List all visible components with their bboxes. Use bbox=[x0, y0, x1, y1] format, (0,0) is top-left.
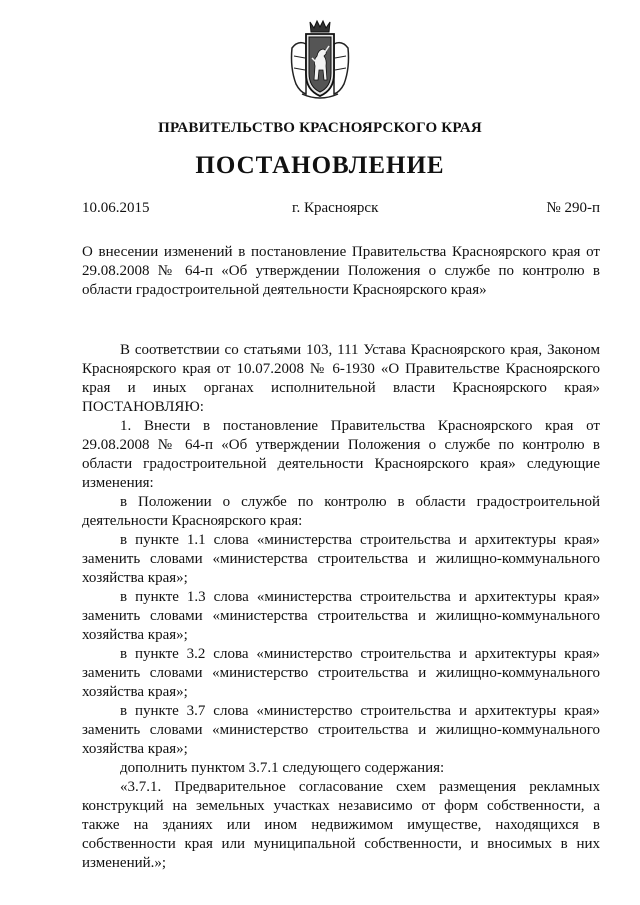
document-number: № 290-п bbox=[546, 200, 600, 216]
paragraph: в пункте 3.7 слова «министерство строительства и архитектуры края» заменить словами «министерство строительства и жилищно-коммунального хозяйства края»; bbox=[82, 703, 600, 757]
document-city: г. Красноярск bbox=[292, 200, 379, 216]
paragraph: В соответствии со статьями 103, 111 Устава Красноярского края, Законом Красноярского края от 10.07.2008 № 6-1930 «О Правительстве Красноярского края и иных органах исполнительной власти Красноярского края» ПОСТАНОВЛЯЮ: bbox=[82, 342, 600, 415]
paragraph: в пункте 1.3 слова «министерства строительства и архитектуры края» заменить словами «министерства строительства и жилищно-коммунального хозяйства края»; bbox=[82, 589, 600, 643]
paragraph: в пункте 1.1 слова «министерства строительства и архитектуры края» заменить словами «министерства строительства и жилищно-коммунального хозяйства края»; bbox=[82, 532, 600, 586]
document-subject: О внесении изменений в постановление Правительства Красноярского края от 29.08.2008 № 64-п «Об утверждении Положения о службе по контролю в области градостроительной деятельности Красноярского края» bbox=[82, 244, 600, 298]
paragraph: в Положении о службе по контролю в области градостроительной деятельности Красноярского края: bbox=[82, 494, 600, 529]
coat-of-arms-icon bbox=[288, 18, 352, 102]
document-type: ПОСТАНОВЛЕНИЕ bbox=[195, 152, 445, 179]
paragraph: 1. Внести в постановление Правительства Красноярского края от 29.08.2008 № 64-п «Об утверждении Положения о службе по контролю в области градостроительной деятельности Красноярского края» следующие изменения: bbox=[82, 418, 600, 491]
document-body bbox=[82, 341, 600, 873]
paragraph: дополнить пунктом 3.7.1 следующего содержания: bbox=[120, 760, 445, 776]
document-date: 10.06.2015 bbox=[82, 200, 150, 216]
paragraph: в пункте 3.2 слова «министерство строительства и архитектуры края» заменить словами «министерство строительства и жилищно-коммунального хозяйства края»; bbox=[82, 646, 600, 700]
paragraph: «3.7.1. Предварительное согласование схем размещения рекламных конструкций на земельных участках независимо от форм собственности, а также на зданиях или ином недвижимом имуществе, находящихся в собственности края или муниципальной собственности, и вносимых в них изменений.»; bbox=[82, 779, 600, 871]
organization-name: ПРАВИТЕЛЬСТВО КРАСНОЯРСКОГО КРАЯ bbox=[158, 120, 482, 136]
